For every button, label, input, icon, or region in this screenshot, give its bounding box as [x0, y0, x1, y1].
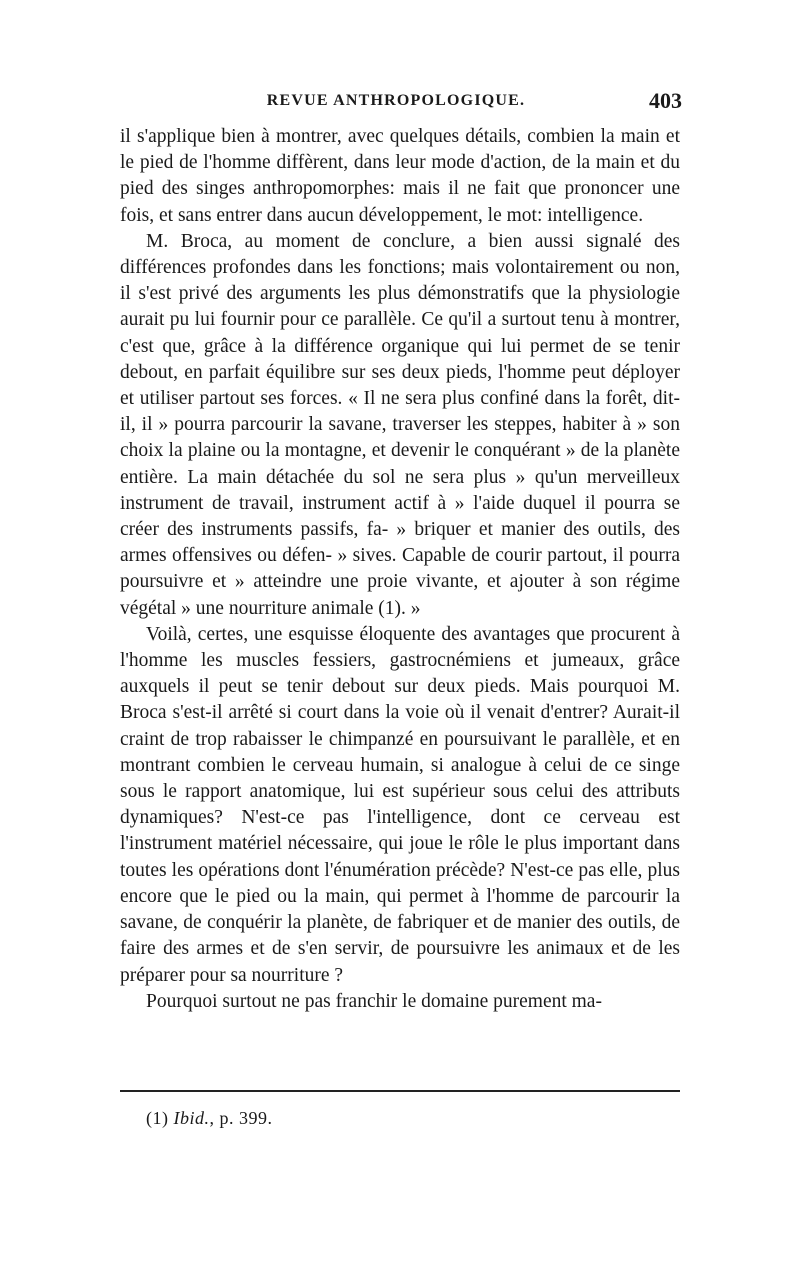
paragraph-4: Pourquoi surtout ne pas franchir le domaine purement ma- [146, 990, 602, 1012]
body-text [120, 124, 680, 1015]
footnote-rule [120, 1090, 680, 1092]
paragraph-1: il s'applique bien à montrer, avec quelques détails, combien la main et le pied de l'homme diffèrent, dans leur mode d'action, de la main et du pied des singes anthropomorphes: mais il ne fait que prononcer une fois, et sans entrer dans aucun développement, le mot: intelligence. [120, 126, 680, 226]
footnote [146, 1108, 273, 1129]
paragraph-3: Voilà, certes, une esquisse éloquente des avantages que procurent à l'homme les muscles fessiers, gastrocnémiens et jumeaux, grâce auxquels il peut se tenir debout sur deux pieds. Mais pourquoi M. Broca s'est-il arrêté si court dans la voie où il venait d'entrer? Aurait-il craint de trop rabaisser le chimpanzé en poursuivant le parallèle, et en montrant combien le cerveau humain, si analogue à celui de ce singe sous le rapport anatomique, lui est supérieur sous celui des attributs dynamiques? N'est-ce pas l'intelligence, dont ce cerveau est l'instrument matériel nécessaire, qui joue le rôle le plus important dans toutes les opérations dont l'énumération précède? N'est-ce pas elle, plus encore que le pied ou la main, qui permet à l'homme de parcourir la savane, de conquérir la planète, de fabriquer et de manier des outils, de faire des armes et de s'en servir, de poursuivre les animaux et de les préparer pour sa nourriture ? [120, 623, 680, 986]
running-head [110, 88, 682, 118]
footnote-marker: (1) [146, 1108, 169, 1128]
paragraph-2: M. Broca, au moment de conclure, a bien aussi signalé des différences profondes dans les fonctions; mais volontairement ou non, il s'est privé des arguments les plus démonstratifs que la physiologie aurait pu lui fournir pour ce parallèle. Ce qu'il a surtout tenu à montrer, c'est que, grâce à la différence organique qui lui permet de se tenir debout, en parfait équilibre sur ses deux pieds, l'homme peut déployer et utiliser partout ses forces. « Il ne sera plus confiné dans la forêt, dit-il, il » pourra parcourir la savane, traverser les steppes, habiter à » son choix la plaine ou la montagne, et devenir le conquérant » de la planète entière. La main détachée du sol ne sera plus » qu'un merveilleux instrument de travail, instrument actif à » l'aide duquel il pourra se créer des instruments passifs, fa- » briquer et manier des outils, des armes offensives ou défen- » sives. Capable de courir partout, il pourra poursuivre et » atteindre une proie vivante, et ajouter à son régime végétal » une nourriture animale (1). » [120, 230, 680, 619]
page-number: 403 [649, 88, 682, 113]
footnote-ref-rest: , p. 399. [209, 1108, 273, 1128]
footnote-ref-italic: Ibid. [173, 1108, 210, 1128]
running-title: REVUE ANTHROPOLOGIQUE. [266, 92, 526, 109]
